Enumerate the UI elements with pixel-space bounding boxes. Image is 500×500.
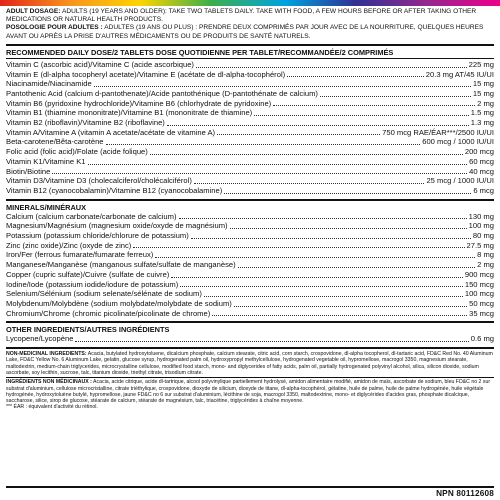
dosage-directions — [6, 8, 494, 41]
dot-leader — [224, 193, 471, 194]
rainbow-stripe — [0, 0, 500, 6]
dot-leader — [75, 341, 468, 342]
ingredient-row — [6, 176, 494, 186]
ingredient-row — [6, 250, 494, 260]
ingredient-amount: 6 mcg — [473, 185, 494, 195]
ingredient-row — [6, 157, 494, 167]
other-ingredients-heading: OTHER INGREDIENTS/AUTRES INGRÉDIENTS — [6, 325, 170, 335]
ingredient-name: Beta-carotene/Bêta-carotène — [6, 137, 104, 147]
ingredient-name: Magnesium/Magnésium (magnesium oxide/oxyde de magnésium) — [6, 221, 228, 231]
ingredient-row — [6, 241, 494, 251]
ingredient-amount: 60 mcg — [469, 156, 494, 166]
ingredient-row — [6, 70, 494, 80]
ingredient-row — [6, 108, 494, 118]
dot-leader — [167, 125, 469, 126]
dot-leader — [238, 267, 475, 268]
dot-leader — [150, 154, 463, 155]
vitamins-table — [6, 60, 494, 196]
npn-number: NPN 80112608 — [436, 489, 494, 498]
ingredient-row — [6, 289, 494, 299]
dot-leader — [230, 228, 467, 229]
ingredient-name: Molybdenum/Molybdène (sodium molybdate/molybdate de sodium) — [6, 298, 232, 308]
divider — [6, 321, 494, 323]
ingredient-name: Niacinamide/Niacinamide — [6, 79, 92, 89]
minerals-heading: MINERALS/MINÉRAUX — [6, 202, 87, 212]
ingredient-row — [6, 270, 494, 280]
ingredient-row — [6, 280, 494, 290]
dot-leader — [88, 164, 468, 165]
ingredient-amount: 2 mg — [477, 260, 494, 270]
dot-leader — [254, 115, 469, 116]
ingredient-name: Iodine/Iode (potassium iodide/iodure de potassium) — [6, 279, 179, 289]
dot-leader — [196, 67, 467, 68]
ingredient-amount: 100 mcg — [464, 289, 494, 299]
ingredient-name: Pantothenic Acid (calcium d-pantothenate)/Acide pantothénique (D-pantothénate de calcium) — [6, 88, 318, 98]
ingredient-amount: 225 mg — [468, 59, 494, 69]
rae-footnote: *** ÉAR : équivalent d'activité du rétinol. — [6, 404, 98, 411]
ingredient-row — [6, 99, 494, 109]
dot-leader — [94, 86, 471, 87]
ingredient-name: Vitamin B12 (cyanocobalamin)/Vitamine B12 (cyanocobalamine) — [6, 185, 223, 195]
ingredient-row — [6, 221, 494, 231]
ingredient-name: Biotin/Biotine — [6, 166, 51, 176]
ingredient-name: Calcium (calcium carbonate/carbonate de calcium) — [6, 211, 177, 221]
ingredient-amount: 50 mcg — [469, 298, 494, 308]
dot-leader — [133, 247, 464, 248]
ingredient-name: Copper (cupric sulfate)/Cuivre (sulfate de cuivre) — [6, 269, 170, 279]
adult-dosage-en: ADULT DOSAGE: ADULTS (19 YEARS AND OLDER): TAKE TWO TABLETS DAILY. TAKE WITH FOOD, A FEW HOURS BEFORE OR AFTER TAKING OTHER MEDICATIONS OR NATURAL HEALTH PRODUCTS. — [6, 8, 477, 24]
ingredient-name: Selenium/Sélénium (sodium selenate/sélénate de sodium) — [6, 289, 202, 299]
dot-leader — [204, 296, 463, 297]
ingredient-name: Potassium (potassium chloride/chlorure de potassium) — [6, 231, 189, 241]
ingredient-amount: 35 mcg — [469, 308, 494, 318]
ingredient-row — [6, 334, 494, 344]
ingredient-row — [6, 167, 494, 177]
non-medicinal-fr: INGRÉDIENTS NON MÉDICINAUX : Acacia, acide citrique, acide dl-tartrique, alcool polyvinylique partiellement hydrolysé, amidon alimentaire modifié, amidon de maïs, ascorbate de sodium, bleu FD&C no 2 sur substrat d'aluminium, cellulose microcristalline, citrate triéthylique, crospovidone, dioxyde de silicium, dioxyde de titane, dl-alpha-tocophérol, gélatine, huile de palme, huile de palme hydrogénée, huile végétale hydrogénée, hydroxytoluène butylé, hypromellose, jaune FD&C no 6 sur substrat d'aluminium, lécithine de soja, macrogol 3350, maltodextrine, mono- et diglycérides d'acides gras, phosphate dicalcique, saccharose, silice, sirop de glucose, stéarate de calcium, stéarate de magnésium, talc, triacétine, triglycérides à chaîne moyenne. — [6, 379, 491, 405]
ingredient-amount: 8 mg — [477, 250, 494, 260]
adult-dosage-fr: POSOLOGIE POUR ADULTES : ADULTES (19 ANS OU PLUS) : PRENDRE DEUX COMPRIMÉS PAR JOUR AVEC DE LA NOURRITURE, QUELQUES HEURES AVANT OU APRÈS LA PRISE D'AUTRES MÉDICAMENTS OU DE PRODUITS DE SANTÉ NATURELS. — [6, 24, 484, 40]
dot-leader — [171, 277, 463, 278]
ingredient-amount: 40 mcg — [469, 166, 494, 176]
ingredient-row — [6, 231, 494, 241]
ingredient-amount: 15 mg — [472, 79, 494, 89]
ingredient-row — [6, 79, 494, 89]
ingredient-amount: 130 mg — [468, 211, 494, 221]
ingredient-row — [6, 309, 494, 319]
other-ingredients-table — [6, 334, 494, 344]
ingredient-amount: 750 mcg RAE/ÉAR***/2500 IU/UI — [382, 127, 494, 137]
ingredient-amount: 1.3 mg — [470, 118, 494, 128]
ingredient-amount: 0.6 mg — [470, 334, 494, 344]
dot-leader — [106, 144, 421, 145]
ingredient-row — [6, 137, 494, 147]
dot-leader — [52, 173, 467, 174]
ingredient-row — [6, 147, 494, 157]
ingredient-row — [6, 186, 494, 196]
ingredient-row — [6, 128, 494, 138]
ingredient-row — [6, 212, 494, 222]
ingredient-name: Vitamin A/Vitamine A (vitamin A acetate/acétate de vitamine A) — [6, 127, 216, 137]
dot-leader — [155, 257, 475, 258]
ingredient-amount: 200 mcg — [464, 147, 494, 157]
dot-leader — [287, 76, 424, 77]
vitamins-heading: RECOMMENDED DAILY DOSE/2 TABLETS DOSE QUOTIDIENNE PER TABLET/RECOMMANDÉE/2 COMPRIMÉS — [6, 47, 394, 57]
divider — [6, 44, 494, 46]
ingredient-name: Zinc (zinc oxide)/Zinc (oxyde de zinc) — [6, 240, 132, 250]
ingredient-name: Iron/Fer (ferrous fumarate/fumarate ferreux) — [6, 250, 154, 260]
ingredient-amount: 25 mcg / 1000 IU/UI — [426, 176, 494, 186]
dot-leader — [212, 315, 467, 316]
ingredient-amount: 80 mg — [472, 231, 494, 241]
ingredient-amount: 20.3 mg AT/45 IU/UI — [425, 69, 494, 79]
ingredient-name: Vitamin D3/Vitamine D3 (cholecalciferol/cholécalciférol) — [6, 176, 192, 186]
dot-leader — [179, 218, 467, 219]
ingredient-amount: 1.5 mg — [470, 108, 494, 118]
ingredient-name: Folic acid (folic acid)/Folate (acide folique) — [6, 147, 148, 157]
ingredient-name: Vitamin B1 (thiamine mononitrate)/Vitamine B1 (mononitrate de thiamine) — [6, 108, 253, 118]
dot-leader — [191, 238, 471, 239]
ingredient-name: Lycopene/Lycopène — [6, 334, 74, 344]
ingredient-amount: 100 mg — [468, 221, 494, 231]
ingredient-amount: 27.5 mg — [466, 240, 494, 250]
ingredient-amount: 150 mcg — [464, 279, 494, 289]
ingredient-amount: 900 mcg — [464, 269, 494, 279]
dot-leader — [217, 134, 380, 135]
non-medicinal-en: NON-MEDICINAL INGREDIENTS: Acacia, butylated hydroxytoluene, dicalcium phosphate, calcium stearate, citric acid, corn starch, crospovidone, dl-alpha tocopherol, dl-tartaric acid, FD&C Red No. 40 Aluminum Lake, FD&C Yellow No. 6 Aluminum Lake, gelatin, glucose syrup, hydrogenated palm oil, hydroxypropyl methylcellulose, hydrogenated vegetable oil, hypromellose, macrogol 3350, magnesium stearate, maltodextrin, medium-chain triglycerides, microcrystalline cellulose, modified food starch, mono- and diglycerides of fatty acids, palm oil, partially hydrogenated polyvinyl alcohol, silica, silicon dioxide, sodium ascorbate, soy lecithin, sucrose, talc, titanium dioxide, triethyl citrate, trisodium citrate. — [6, 351, 493, 376]
divider — [6, 486, 494, 488]
dot-leader — [273, 105, 475, 106]
ingredient-name: Vitamin E (dl-alpha tocopheryl acetate)/Vitamine E (acétate de dl-alpha-tocophérol) — [6, 69, 286, 79]
ingredient-row — [6, 89, 494, 99]
dot-leader — [194, 183, 425, 184]
dot-leader — [320, 96, 471, 97]
ingredient-amount: 2 mg — [477, 98, 494, 108]
dot-leader — [234, 306, 467, 307]
supplement-label — [6, 8, 494, 411]
ingredient-amount: 600 mcg / 1000 IU/UI — [422, 137, 494, 147]
ingredient-amount: 15 mg — [472, 88, 494, 98]
ingredient-name: Vitamin B6 (pyridoxine hydrochloride)/Vitamine B6 (chlorhydrate de pyridoxine) — [6, 98, 272, 108]
divider — [6, 199, 494, 201]
ingredient-name: Chromium/Chrome (chromic picolinate/picolinate de chrome) — [6, 308, 211, 318]
ingredient-name: Vitamin B2 (riboflavin)/Vitamine B2 (riboflavine) — [6, 118, 165, 128]
minerals-table — [6, 212, 494, 319]
ingredient-row — [6, 118, 494, 128]
dot-leader — [180, 286, 463, 287]
divider — [6, 58, 494, 59]
ingredient-row — [6, 299, 494, 309]
ingredient-row — [6, 60, 494, 70]
divider — [6, 347, 494, 349]
ingredient-name: Vitamin K1/Vitamine K1 — [6, 156, 86, 166]
npn-footer — [6, 486, 494, 498]
ingredient-name: Manganese/Manganèse (manganous sulfate/sulfate de manganèse) — [6, 260, 236, 270]
ingredient-name: Vitamin C (ascorbic acid)/Vitamine C (acide ascorbique) — [6, 59, 194, 69]
ingredient-row — [6, 260, 494, 270]
